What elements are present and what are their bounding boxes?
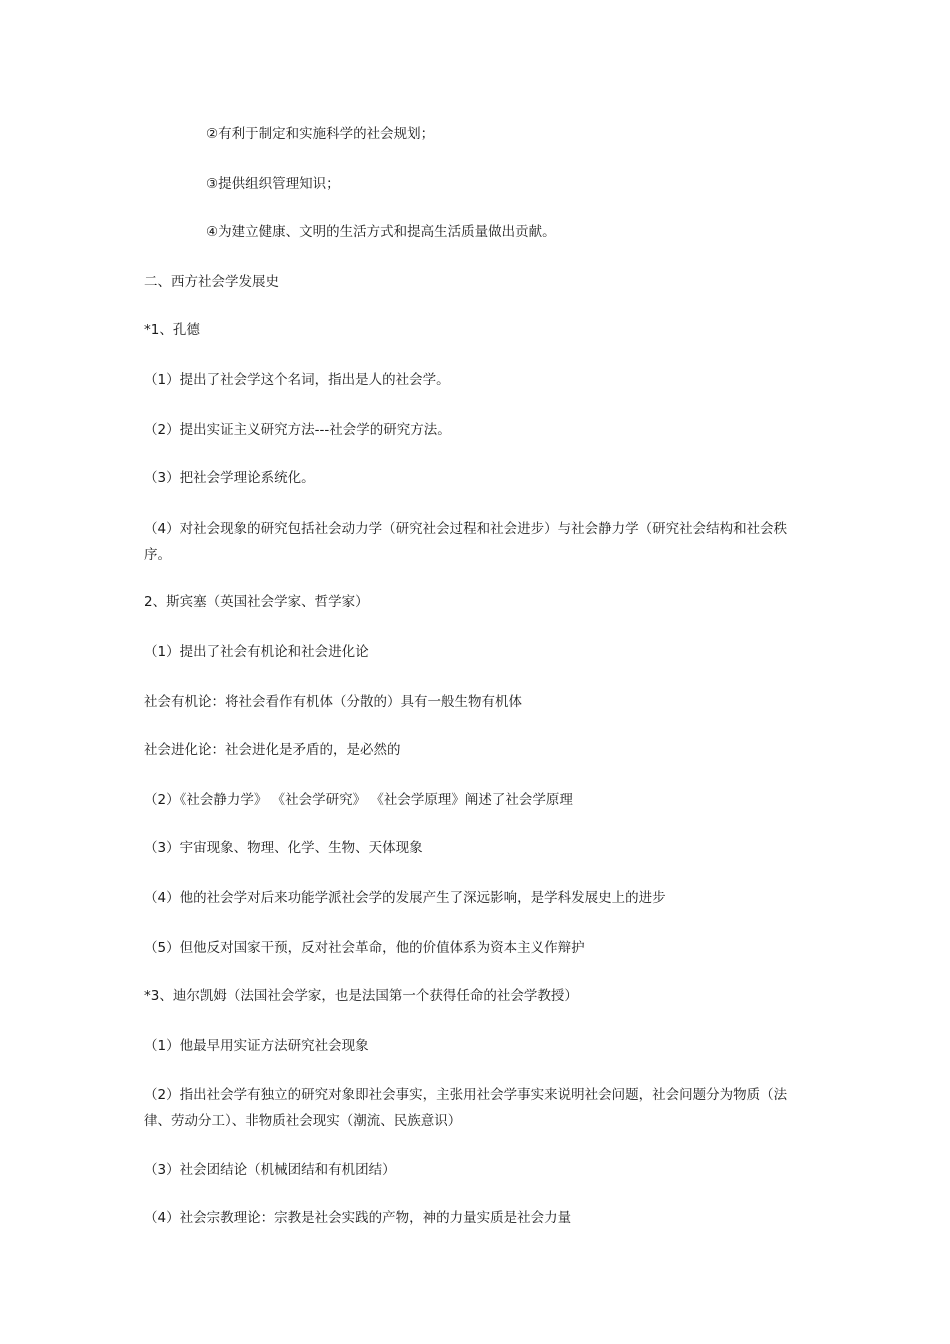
- subheading-durkheim: *3、迪尔凯姆（法国社会学家，也是法国第一个获得任命的社会学教授）: [144, 988, 578, 1004]
- paragraph: （4）他的社会学对后来功能学派社会学的发展产生了深远影响，是学科发展史上的进步: [144, 890, 666, 906]
- paragraph: （4）社会宗教理论：宗教是社会实践的产物，神的力量实质是社会力量: [144, 1210, 572, 1226]
- subheading-comte: *1、孔德: [144, 322, 200, 338]
- paragraph: （2）提出实证主义研究方法---社会学的研究方法。: [144, 422, 451, 438]
- paragraph: （1）提出了社会有机论和社会进化论: [144, 644, 369, 660]
- paragraph: （4）对社会现象的研究包括社会动力学（研究社会过程和社会进步）与社会静力学（研究社会结构和社会秩序。: [144, 521, 788, 563]
- paragraph: （2）指出社会学有独立的研究对象即社会事实，主张用社会学事实来说明社会问题，社会问题分为物质（法律、劳动分工）、非物质社会现实（潮流、民族意识）: [144, 1087, 788, 1129]
- paragraph: （2）《社会静力学》 《社会学研究》 《社会学原理》阐述了社会学原理: [144, 792, 573, 808]
- paragraph: 社会进化论：社会进化是矛盾的，是必然的: [144, 742, 401, 758]
- list-item-3: ③提供组织管理知识；: [206, 176, 340, 192]
- paragraph: （1）他最早用实证方法研究社会现象: [144, 1038, 369, 1054]
- list-item-2: ②有利于制定和实施科学的社会规划；: [206, 126, 435, 142]
- paragraph: （1）提出了社会学这个名词，指出是人的社会学。: [144, 372, 450, 388]
- paragraph: （5）但他反对国家干预，反对社会革命，他的价值体系为资本主义作辩护: [144, 940, 585, 956]
- list-item-4: ④为建立健康、文明的生活方式和提高生活质量做出贡献。: [206, 224, 556, 240]
- paragraph: 社会有机论：将社会看作有机体（分散的）具有一般生物有机体: [144, 694, 522, 710]
- paragraph: （3）社会团结论（机械团结和有机团结）: [144, 1162, 396, 1178]
- subheading-spencer: 2、斯宾塞（英国社会学家、哲学家）: [144, 594, 369, 610]
- section-heading-western-sociology: 二、西方社会学发展史: [144, 274, 279, 290]
- paragraph: （3）宇宙现象、物理、化学、生物、天体现象: [144, 840, 423, 856]
- paragraph: （3）把社会学理论系统化。: [144, 470, 315, 486]
